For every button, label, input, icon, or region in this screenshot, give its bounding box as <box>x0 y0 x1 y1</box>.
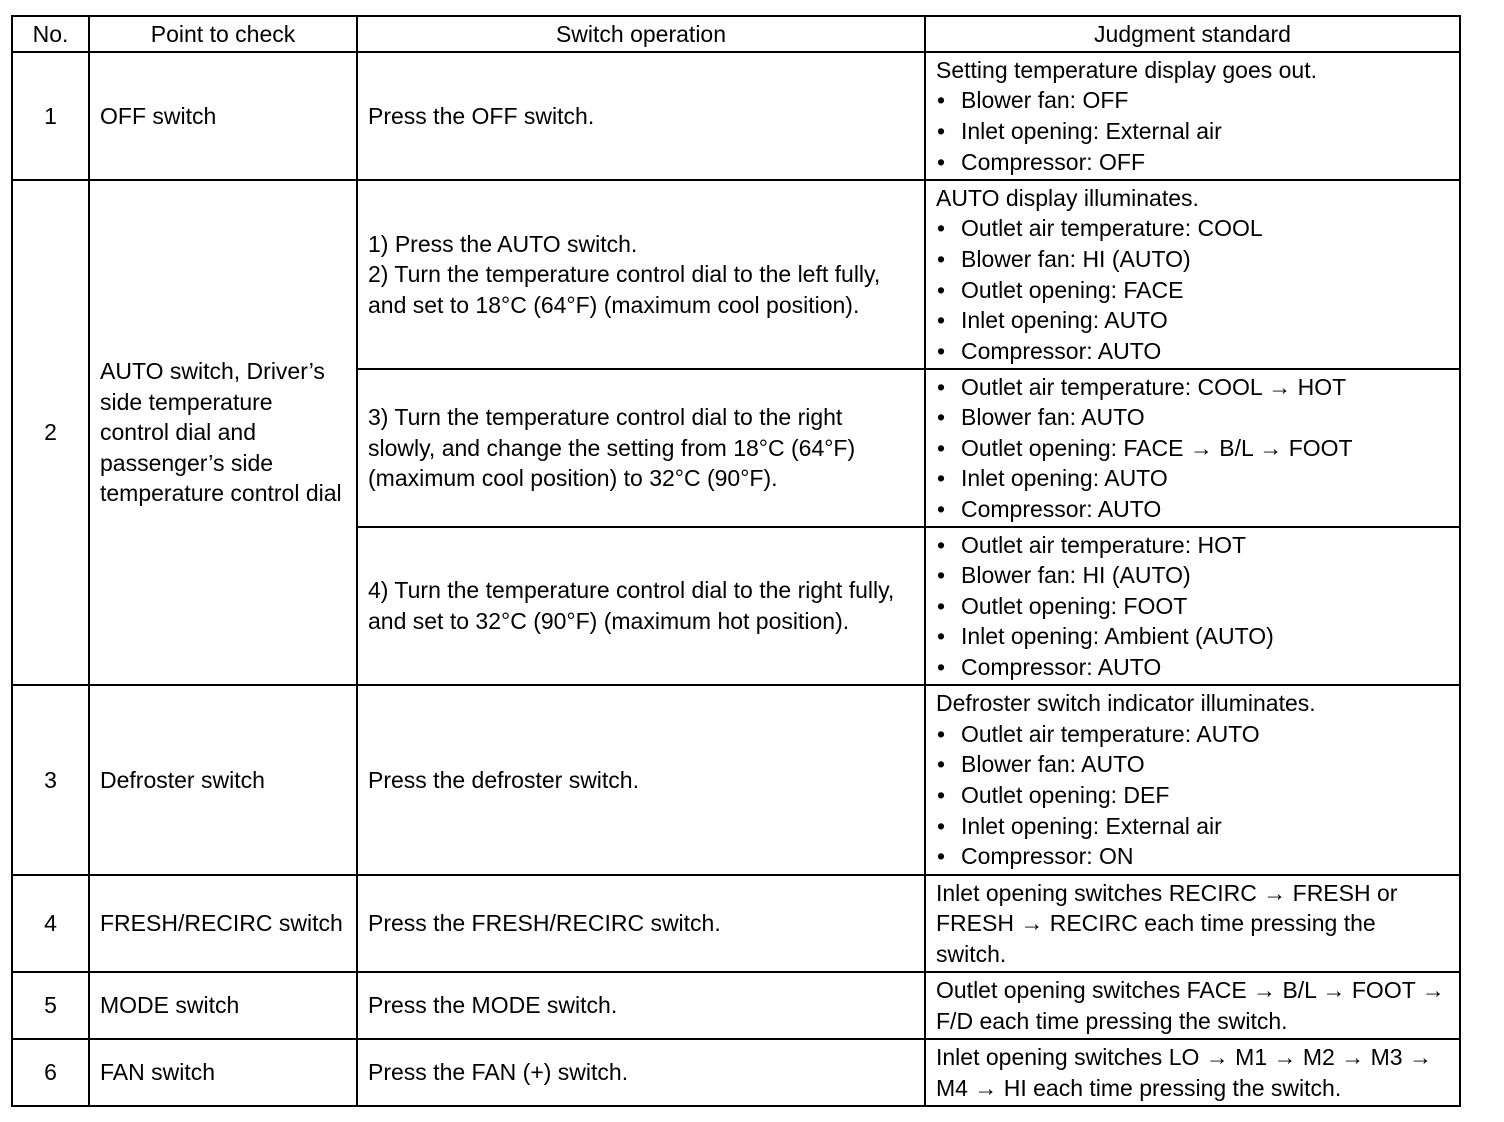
row-number: 3 <box>12 685 89 875</box>
switch-operation <box>357 180 925 369</box>
judgment-list <box>936 719 1449 872</box>
judgment-list <box>936 372 1449 525</box>
operation-line: Press the OFF switch. <box>368 102 595 129</box>
header-no: No. <box>12 16 89 52</box>
table-row <box>12 875 1460 972</box>
judgment-item: • Compressor: AUTO <box>936 652 1449 683</box>
row-number: 2 <box>12 180 89 685</box>
operation-line: Press the FRESH/RECIRC switch. <box>368 910 721 937</box>
judgment-standard <box>925 52 1460 180</box>
switch-check-table <box>11 15 1461 1107</box>
table-row <box>12 972 1460 1039</box>
judgment-item: • Compressor: AUTO <box>936 336 1449 367</box>
judgment-item: • Outlet opening: DEF <box>936 780 1449 811</box>
judgment-list <box>936 530 1449 683</box>
table-row <box>12 1039 1460 1106</box>
judgment-item: • Blower fan: AUTO <box>936 402 1449 433</box>
point-to-check: MODE switch <box>89 972 357 1039</box>
table-row <box>12 180 1460 369</box>
switch-operation <box>357 685 925 875</box>
operation-line: Press the MODE switch. <box>368 992 618 1019</box>
judgment-item: • Blower fan: HI (AUTO) <box>936 244 1449 275</box>
judgment-standard <box>925 875 1460 972</box>
operation-line: Press the FAN (+) switch. <box>368 1059 629 1086</box>
row-number: 6 <box>12 1039 89 1106</box>
operation-line: 4) Turn the temperature control dial to the right fully, and set to 32°C (90°F) (maximum hot position). <box>368 577 895 634</box>
row-number: 5 <box>12 972 89 1039</box>
judgment-lead: Inlet opening switches LO → M1 → M2 → M3 → M4 → HI each time pressing the switch. <box>936 1043 1432 1101</box>
judgment-item: • Outlet air temperature: HOT <box>936 530 1449 561</box>
table-row <box>12 52 1460 180</box>
judgment-standard <box>925 180 1460 369</box>
switch-operation <box>357 527 925 685</box>
judgment-item: • Compressor: ON <box>936 841 1449 872</box>
point-to-check: FAN switch <box>89 1039 357 1106</box>
judgment-item: • Compressor: OFF <box>936 147 1449 178</box>
judgment-lead: AUTO display illuminates. <box>936 184 1199 211</box>
judgment-standard <box>925 369 1460 527</box>
judgment-list <box>936 85 1449 177</box>
judgment-standard <box>925 685 1460 875</box>
table-body <box>12 52 1460 1106</box>
table-header-row <box>12 16 1460 52</box>
judgment-item: • Blower fan: OFF <box>936 85 1449 116</box>
judgment-item: • Outlet air temperature: COOL <box>936 213 1449 244</box>
judgment-item: • Inlet opening: Ambient (AUTO) <box>936 621 1449 652</box>
judgment-item: • Blower fan: AUTO <box>936 749 1449 780</box>
judgment-item: • Outlet air temperature: AUTO <box>936 719 1449 750</box>
operation-line: Press the defroster switch. <box>368 766 639 793</box>
operation-line: 1) Press the AUTO switch. <box>368 230 638 257</box>
judgment-lead: Defroster switch indicator illuminates. <box>936 690 1316 717</box>
judgment-item: • Inlet opening: External air <box>936 811 1449 842</box>
header-judgment-standard: Judgment standard <box>925 16 1460 52</box>
judgment-lead: Setting temperature display goes out. <box>936 56 1318 83</box>
judgment-standard <box>925 972 1460 1039</box>
judgment-lead: Outlet opening switches FACE → B/L → FOOT → F/D each time pressing the switch. <box>936 976 1445 1034</box>
judgment-item: • Outlet air temperature: COOL → HOT <box>936 372 1449 403</box>
point-to-check: Defroster switch <box>89 685 357 875</box>
judgment-item: • Outlet opening: FOOT <box>936 591 1449 622</box>
switch-operation <box>357 875 925 972</box>
row-number: 1 <box>12 52 89 180</box>
point-to-check: FRESH/RECIRC switch <box>89 875 357 972</box>
row-number: 4 <box>12 875 89 972</box>
judgment-item: • Inlet opening: External air <box>936 116 1449 147</box>
judgment-item: • Outlet opening: FACE → B/L → FOOT <box>936 433 1449 464</box>
judgment-item: • Compressor: AUTO <box>936 494 1449 525</box>
switch-operation <box>357 972 925 1039</box>
point-to-check: OFF switch <box>89 52 357 180</box>
header-switch-operation: Switch operation <box>357 16 925 52</box>
operation-line: 3) Turn the temperature control dial to the right slowly, and change the setting from 18°C (64°F) (maximum cool position) to 32°C (90°F). <box>368 404 856 492</box>
judgment-item: • Blower fan: HI (AUTO) <box>936 560 1449 591</box>
judgment-standard <box>925 1039 1460 1106</box>
judgment-standard <box>925 527 1460 685</box>
header-point-to-check: Point to check <box>89 16 357 52</box>
judgment-lead: Inlet opening switches RECIRC → FRESH or FRESH → RECIRC each time pressing the switch. <box>936 879 1398 967</box>
judgment-list <box>936 213 1449 366</box>
table-row <box>12 685 1460 875</box>
judgment-item: • Inlet opening: AUTO <box>936 305 1449 336</box>
judgment-item: • Inlet opening: AUTO <box>936 463 1449 494</box>
operation-line: 2) Turn the temperature control dial to the left fully, and set to 18°C (64°F) (maximum cool position). <box>368 261 881 318</box>
switch-operation <box>357 1039 925 1106</box>
point-to-check: AUTO switch, Driver’s side temperature control dial and passenger’s side temperature control dial <box>89 180 357 685</box>
switch-operation <box>357 52 925 180</box>
switch-operation <box>357 369 925 527</box>
judgment-item: • Outlet opening: FACE <box>936 275 1449 306</box>
